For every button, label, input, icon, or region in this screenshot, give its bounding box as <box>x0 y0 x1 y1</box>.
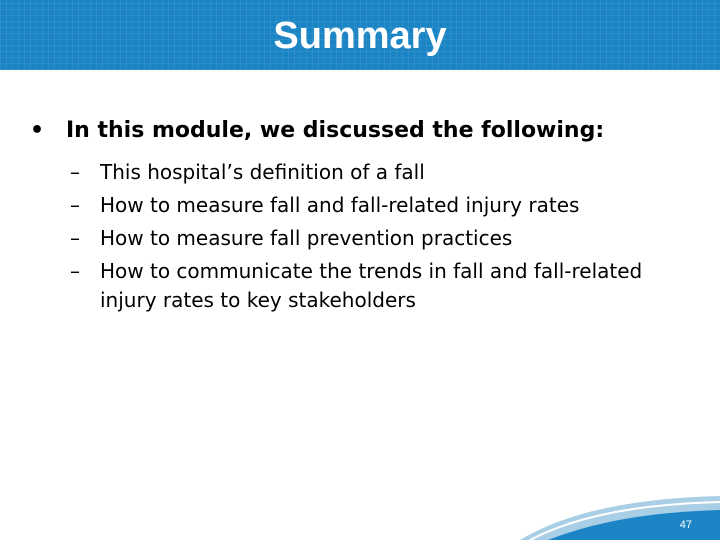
title-bar <box>0 0 720 70</box>
page-number: 47 <box>679 519 692 531</box>
bullet-marker: • <box>30 118 45 143</box>
slide-title: Summary <box>273 15 447 57</box>
sub-bullet-item <box>70 191 690 220</box>
main-bullet-text: In this module, we discussed the following: <box>66 118 605 143</box>
dash-marker: – <box>70 160 80 184</box>
sub-bullet-text: How to measure fall and fall-related injury rates <box>100 193 580 217</box>
sub-bullet-text: How to communicate the trends in fall and fall-related injury rates to key stakeholders <box>100 259 643 312</box>
sub-bullet-text: This hospital’s definition of a fall <box>100 160 425 184</box>
main-bullet <box>30 114 690 148</box>
dash-marker: – <box>70 226 80 250</box>
footer-swoosh-graphic <box>0 470 720 540</box>
sub-bullet-list <box>70 158 690 319</box>
sub-bullet-item <box>70 158 690 187</box>
sub-bullet-text: How to measure fall prevention practices <box>100 226 513 250</box>
sub-bullet-item <box>70 257 690 315</box>
sub-bullet-item <box>70 224 690 253</box>
dash-marker: – <box>70 259 80 283</box>
dash-marker: – <box>70 193 80 217</box>
